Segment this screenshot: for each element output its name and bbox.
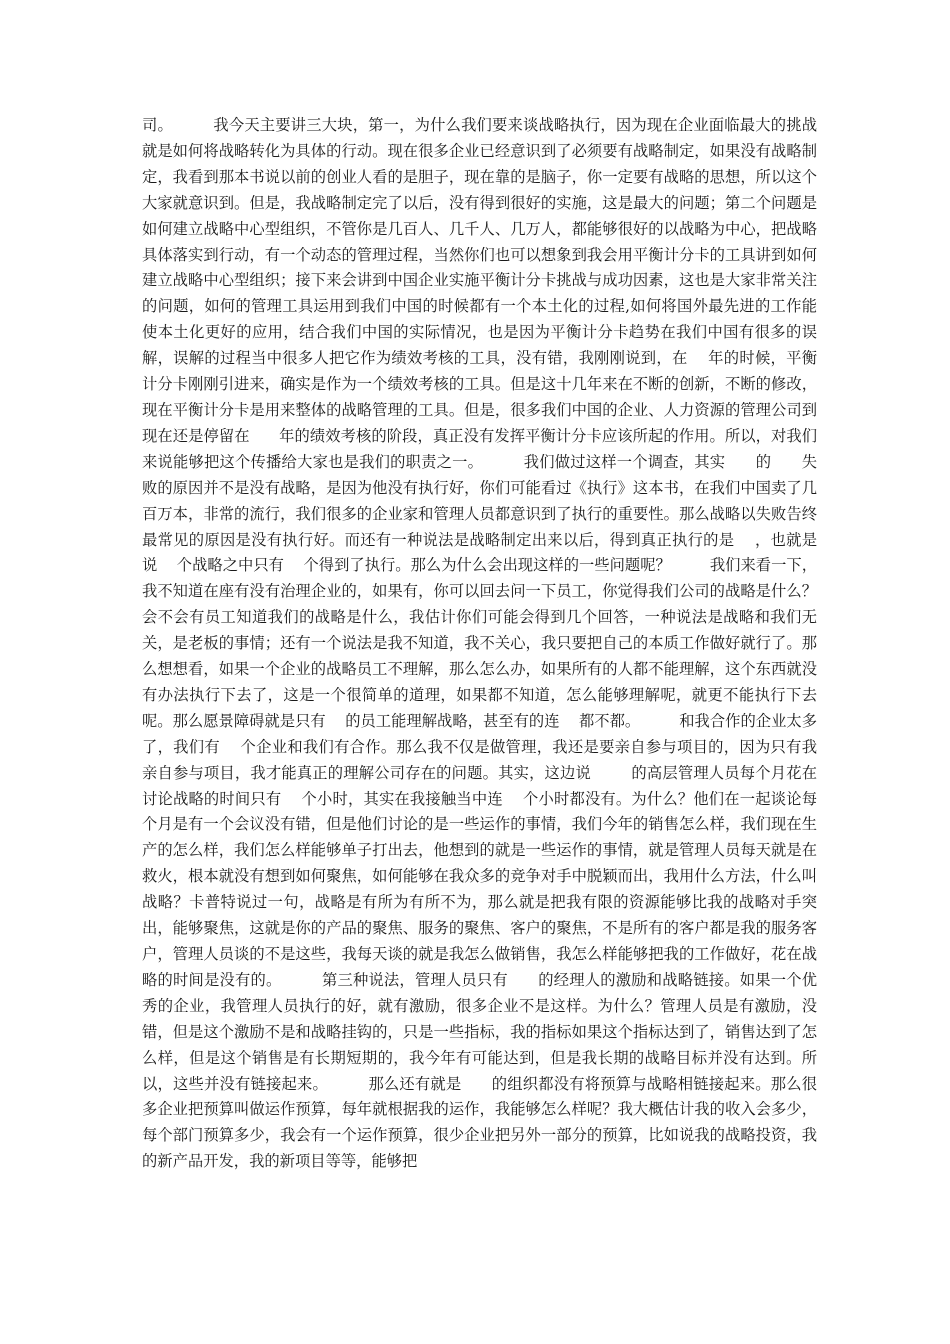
body-text: 司。 我今天主要讲三大块，第一，为什么我们要来谈战略执行，因为现在企业面临最大的挑战就是如何将战略转化为具体的行动。现在很多企业已经意识到了必须要有战略制定，如果没有战略制定，我看到那本书说以前的创业人看的是胆子，现在靠的是脑子，你一定要有战略的思想，所以这个大家就意识到。但是，我战略制定完了以后，没有得到很好的实施，这是最大的问题；第二个问题是如何建立战略中心型组织，不管你是几百人、几千人、几万人，都能够很好的以战略为中心，把战略具体落实到行动，有一个动态的管理过程，当然你们也可以想象到我会用平衡计分卡的工具讲到如何建立战略中心型组织；接下来会讲到中国企业实施平衡计分卡挑战与成功因素，这也是大家非常关注的问题，如何的管理工具运用到我们中国的时候都有一个本土化的过程,如何将国外最先进的工作能使本土化更好的应用，结合我们中国的实际情况，也是因为平衡计分卡趋势在我们中国有很多的误解，误解的过程当中很多人把它作为绩效考核的工具，没有错，我刚刚说到，在 年的时候，平衡计分卡刚刚引进来，确实是作为一个绩效考核的工具。但是这十几年来在不断的创新，不断的修改，现在平衡计分卡是用来整体的战略管理的工具。但是，很多我们中国的企业、人力资源的管理公司到现在还是停留在 年的绩效考核的阶段，真正没有发挥平衡计分卡应该所起的作用。所以，对我们来说能够把这个传播给大家也是我们的职责之一。 我们做过这样一个调查，其实 的 失败的原因并不是没有战略，是因为他没有执行好，你们可能看过《执行》这本书，在我们中国卖了几百万本，非常的流行，我们很多的企业家和管理人员都意识到了执行的重要性。那么战略以失败告终最常见的原因是没有执行好。而还有一种说法是战略制定出来以后，得到真正执行的是 ，也就是说 个战略之中只有 个得到了执行。那么为什么会出现这样的一些问题呢？ 我们来看一下，我不知道在座有没有治理企业的，如果有，你可以回去问一下员工，你觉得我们公司的战略是什么？会不会有员工知道我们的战略是什么，我估计你们可能会得到几个回答，一种说法是战略和我们无关，是老板的事情；还有一个说法是我不知道，我不关心，我只要把自己的本质工作做好就行了。那么想想看，如果一个企业的战略员工不理解，那么怎么办，如果所有的人都不能理解，这个东西就没有办法执行下去了，这是一个很简单的道理，如果都不知道，怎么能够理解呢，就更不能执行下去呢。那么愿景障碍就是只有 的员工能理解战略，甚至有的连 都不都。 和我合作的企业太多了，我们有 个企业和我们有合作。那么我不仅是做管理，我还是要亲自参与项目的，因为只有我亲自参与项目，我才能真正的理解公司存在的问题。其实，这边说 的高层管理人员每个月花在讨论战略的时间只有 个小时，其实在我接触当中连 个小时都没有。为什么？他们在一起谈论每个月是有一个会议没有错，但是他们讨论的是一些运作的事情，我们今年的销售怎么样，我们现在生产的怎么样，我们怎么样能够单子打出去，他想到的就是一些运作的事情，就是管理人员每天就是在救火，根本就没有想到如何聚焦，如何能够在我众多的竞争对手中脱颖而出，我用什么方法，什么叫战略？卡普特说过一句，战略是有所为有所不为，那么就是把我有限的资源能够比我的战略对手突出，能够聚焦，这就是你的产品的聚焦、服务的聚焦、客户的聚焦，不是所有的客户都是我的服务客户，管理人员谈的不是这些，我每天谈的就是我怎么做销售，我怎么样能够把我的工作做好，花在战略的时间是没有的。 第三种说法，管理人员只有 的经理人的激励和战略链接。如果一个优秀的企业，我管理人员执行的好，就有激励，很多企业不是这样。为什么？管理人员是有激励，没错，但是这个激励不是和战略挂钩的，只是一些指标，我的指标如果这个指标达到了，销售达到了怎么样，但是这个销售是有长期短期的，我今年有可能达到，但是我长期的战略目标并没有达到。所以，这些并没有链接起来。 那么还有就是 的组织都没有将预算与战略相链接起来。那么很多企业把预算叫做运作预算，每年就根据我的运作，我能够怎么样呢？我大概估计我的收入会多少，每个部门预算多少，我会有一个运作预算，很少企业把另外一部分的预算，比如说我的战略投资，我的新产品开发，我的新项目等等，能够把 [142,116,817,1171]
